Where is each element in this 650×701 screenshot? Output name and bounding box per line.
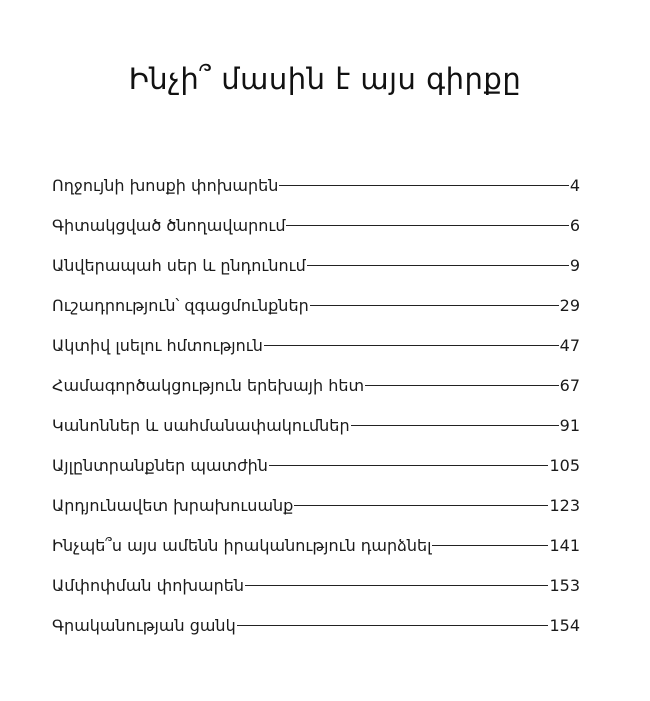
page-title: Ինչի՞ մասին է այս գիրքը: [128, 62, 522, 96]
toc-leader-line: [365, 385, 559, 386]
toc-page-number: 105: [549, 456, 580, 475]
toc-entry: [52, 212, 580, 252]
toc-page-number: 67: [559, 376, 580, 395]
toc-page-number: 153: [549, 576, 580, 595]
toc-entry: [52, 492, 580, 532]
toc-page-number: 47: [559, 336, 580, 355]
toc-page-number: 4: [569, 176, 580, 195]
toc-leader-line: [432, 545, 548, 546]
toc-entry-title: Այլընտրանքներ պատժին: [52, 456, 268, 475]
toc-entry-title: Ինչպե՞ս այս ամենն իրականություն դարձնել: [52, 536, 432, 555]
toc-entry-title: Համագործակցություն երեխայի հետ: [52, 376, 365, 395]
toc-leader-line: [307, 265, 569, 266]
toc-entry-title: Ամփոփման փոխարեն: [52, 576, 245, 595]
toc-leader-line: [269, 465, 549, 466]
toc-entry: [52, 612, 580, 652]
toc-entry-title: Ուշադրություն՝ զգացմունքներ: [52, 296, 309, 315]
toc-leader-line: [351, 425, 559, 426]
toc-entry: [52, 572, 580, 612]
toc-entry: [52, 292, 580, 332]
toc-leader-line: [237, 625, 549, 626]
toc-page-number: 29: [559, 296, 580, 315]
toc-entry-title: Ակտիվ լսելու հմտություն: [52, 336, 263, 355]
toc-page-number: 154: [549, 616, 580, 635]
toc-entry: [52, 252, 580, 292]
toc-leader-line: [286, 225, 568, 226]
toc-entry-title: Գիտակցված ծնողավարում: [52, 216, 286, 235]
toc-entry-title: Արդյունավետ խրախուսանք: [52, 496, 294, 515]
toc-entry-title: Կանոններ և սահմանափակումներ: [52, 416, 350, 435]
toc-page-number: 141: [549, 536, 580, 555]
toc-entry: [52, 452, 580, 492]
toc-entry: [52, 412, 580, 452]
table-of-contents: [52, 172, 580, 652]
toc-entry: [52, 172, 580, 212]
toc-entry: [52, 532, 580, 572]
toc-page-number: 123: [549, 496, 580, 515]
toc-entry: [52, 372, 580, 412]
toc-entry-title: Ողջույնի խոսքի փոխարեն: [52, 176, 279, 195]
toc-entry-title: Անվերապահ սեր և ընդունում: [52, 256, 306, 275]
toc-leader-line: [264, 345, 559, 346]
toc-page-number: 6: [569, 216, 580, 235]
toc-entry: [52, 332, 580, 372]
toc-page-number: 91: [559, 416, 580, 435]
toc-leader-line: [310, 305, 559, 306]
toc-page-number: 9: [569, 256, 580, 275]
toc-leader-line: [245, 585, 548, 586]
toc-leader-line: [279, 185, 568, 186]
toc-leader-line: [294, 505, 548, 506]
toc-entry-title: Գրականության ցանկ: [52, 616, 236, 635]
